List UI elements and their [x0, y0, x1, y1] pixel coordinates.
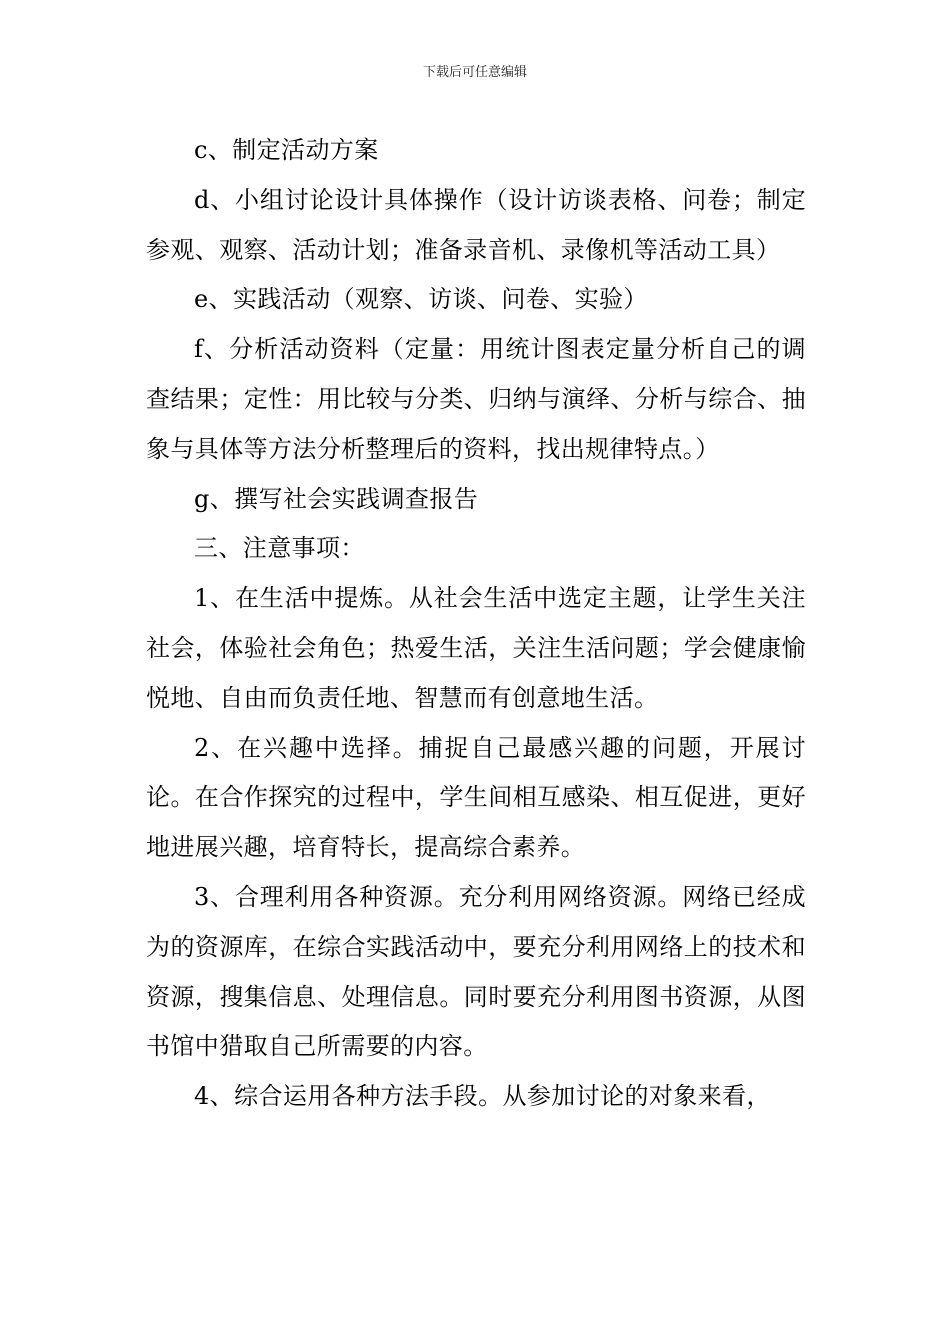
- paragraph-step-f: f、分析活动资料（定量：用统计图表定量分析自己的调查结果；定性：用比较与分类、归纳与演绎、分析与综合、抽象与具体等方法分析整理后的资料，找出规律特点。）: [146, 335, 806, 463]
- paragraph-step-c: c、制定活动方案: [194, 136, 379, 164]
- paragraph-step-g: g、撰写社会实践调查报告: [194, 484, 479, 513]
- section-heading-notes: 三、注意事项：: [194, 534, 365, 563]
- paragraph-step-e: e、实践活动（观察、访谈、问卷、实验）: [194, 285, 648, 314]
- paragraph-note-4: 4、综合运用各种方法手段。从参加讨论的对象来看，: [194, 1082, 771, 1111]
- paragraph-note-2: 2、在兴趣中选择。捕捉自己最感兴趣的问题，开展讨论。在合作探究的过程中，学生间相互感染、相互促进，更好地进展兴趣，培育特长，提高综合素养。: [146, 733, 806, 862]
- paragraph-step-d: d、小组讨论设计具体操作（设计访谈表格、问卷；制定参观、观察、活动计划；准备录音机、录像机等活动工具）: [146, 185, 806, 264]
- paragraph-note-1: 1、在生活中提炼。从社会生活中选定主题，让学生关注社会，体验社会角色；热爱生活，关注生活问题；学会健康愉悦地、自由而负责任地、智慧而有创意地生活。: [146, 584, 806, 712]
- page-header: 下载后可任意编辑: [422, 65, 527, 80]
- document-body: [146, 126, 806, 1122]
- paragraph-note-3: 3、合理利用各种资源。充分利用网络资源。网络已经成为的资源库，在综合实践活动中，要充分利用网络上的技术和资源，搜集信息、处理信息。同时要充分利用图书资源，从图书馆中猎取自己所需要的内容。: [146, 882, 806, 1061]
